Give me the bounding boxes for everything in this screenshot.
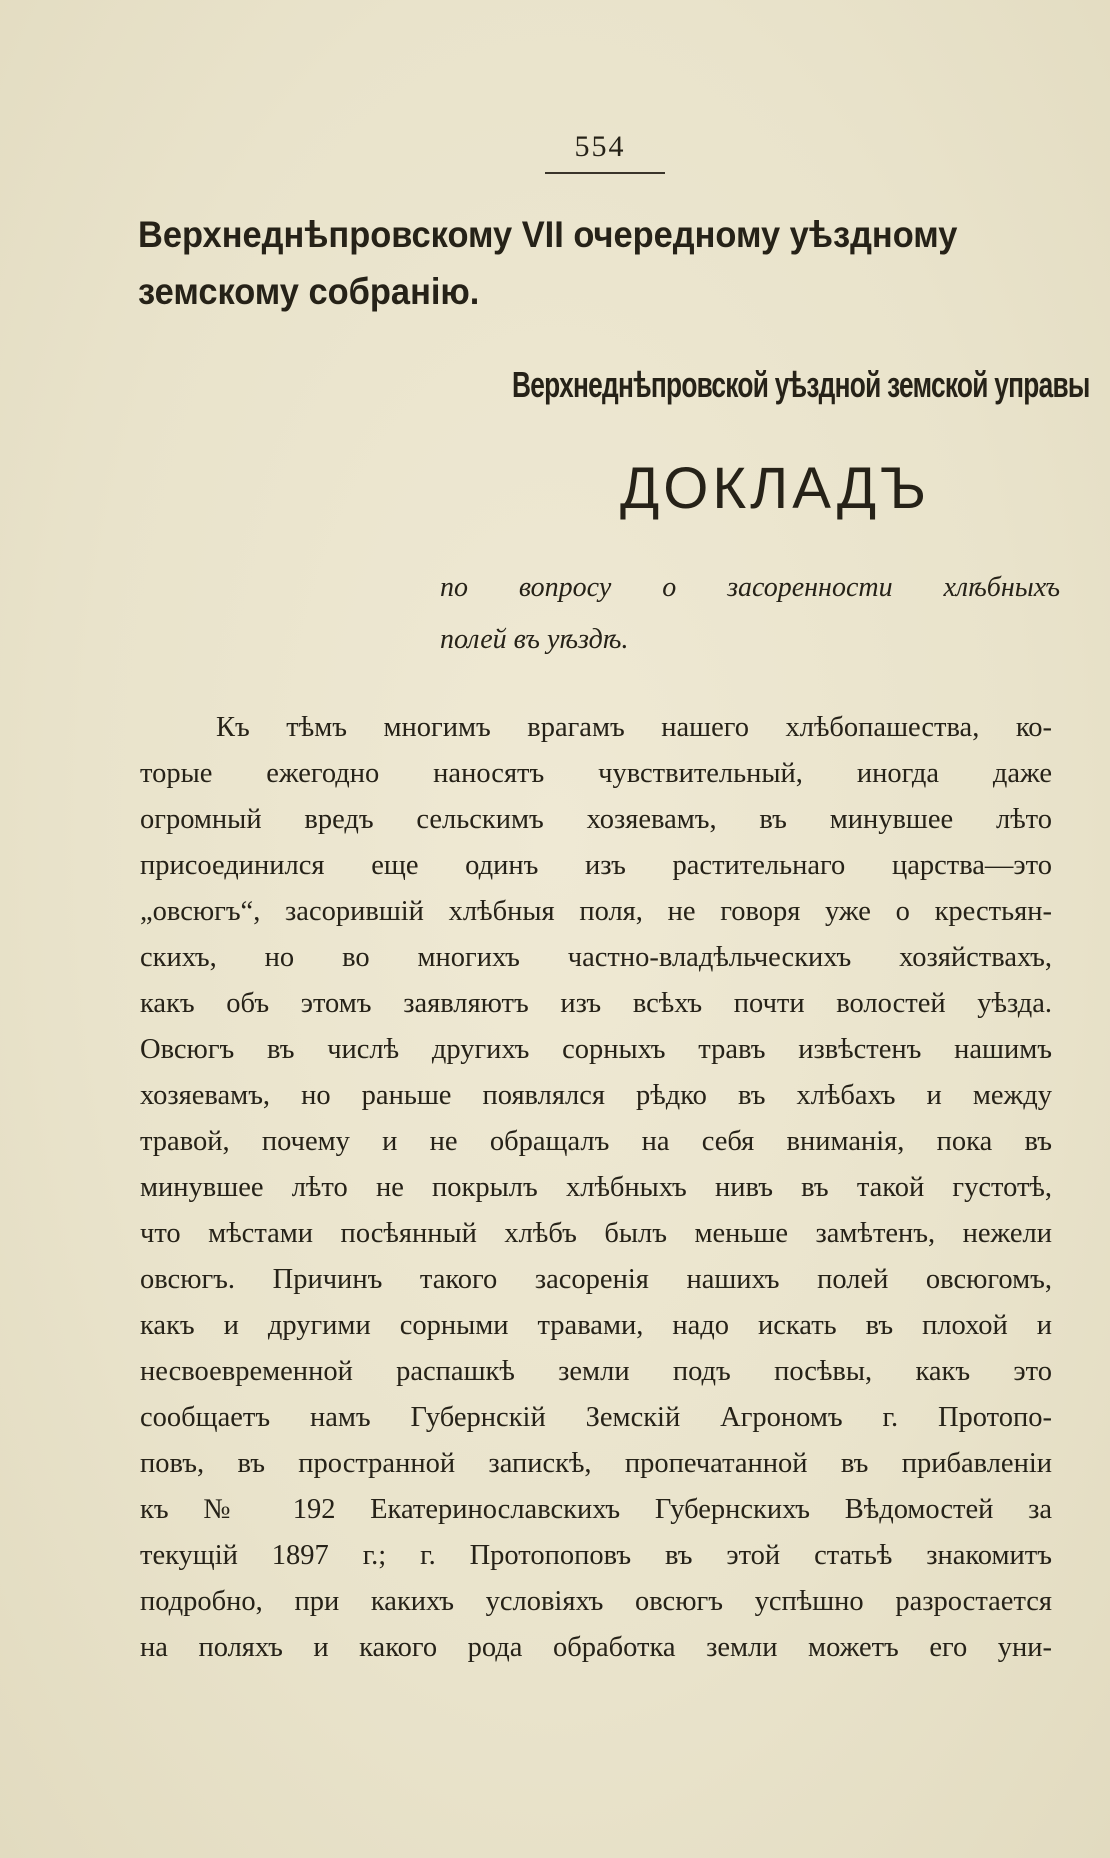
subtitle-line-2: полей въ уѣздѣ.: [440, 624, 629, 655]
page-number-rule: [545, 172, 665, 174]
body-line: присоединился еще одинъ изъ растительнаго царства—это: [140, 850, 1052, 881]
address-line-1: Верхнеднѣпровскому VII очередному уѣздному: [138, 214, 958, 255]
body-line: несвоевременной распашкѣ земли подъ посѣвы, какъ это: [140, 1356, 1052, 1387]
body-line: подробно, при какихъ условіяхъ овсюгъ успѣшно разростается: [140, 1586, 1052, 1617]
body-line: сообщаетъ намъ Губернскій Земскій Агрономъ г. Протопо-: [140, 1402, 1052, 1433]
body-line: торые ежегодно наносятъ чувствительный, иногда даже: [140, 758, 1052, 789]
body-line: скихъ, но во многихъ частно-владѣльческихъ хозяйствахъ,: [140, 942, 1052, 973]
document-subtitle: [440, 562, 1060, 666]
body-text: [140, 705, 1052, 1671]
page-number: 554: [574, 130, 626, 163]
board-heading: Верхнеднѣпровской уѣздной земской управы: [512, 364, 1090, 405]
body-line: на поляхъ и какого рода обработка земли можетъ его уни-: [140, 1632, 1052, 1663]
subtitle-line-1: по вопросу о засоренности хлѣбныхъ: [440, 572, 1060, 603]
document-title: ДОКЛАДЪ: [620, 456, 931, 521]
body-line: какъ объ этомъ заявляютъ изъ всѣхъ почти волостей уѣзда.: [140, 988, 1052, 1019]
body-line: овсюгъ. Причинъ такого засоренія нашихъ полей овсюгомъ,: [140, 1264, 1052, 1295]
body-line: огромный вредъ сельскимъ хозяевамъ, въ минувшее лѣто: [140, 804, 1052, 835]
body-line: что мѣстами посѣянный хлѣбъ былъ меньше замѣтенъ, нежели: [140, 1218, 1052, 1249]
address-heading: [138, 206, 994, 320]
body-line: травой, почему и не обращалъ на себя вниманія, пока въ: [140, 1126, 1052, 1157]
body-line: Овсюгъ въ числѣ другихъ сорныхъ травъ извѣстенъ нашимъ: [140, 1034, 1052, 1065]
body-line: минувшее лѣто не покрылъ хлѣбныхъ нивъ въ такой густотѣ,: [140, 1172, 1052, 1203]
body-line: хозяевамъ, но раньше появлялся рѣдко въ хлѣбахъ и между: [140, 1080, 1052, 1111]
body-line: къ № 192 Екатеринославскихъ Губернскихъ Вѣдомостей за: [140, 1494, 1052, 1525]
body-line: какъ и другими сорными травами, надо искать въ плохой и: [140, 1310, 1052, 1341]
address-line-2: земскому собранію.: [138, 271, 480, 312]
body-line: „овсюгъ“, засорившій хлѣбныя поля, не говоря уже о крестьян-: [140, 896, 1052, 927]
body-line: Къ тѣмъ многимъ врагамъ нашего хлѣбопашества, ко-: [216, 712, 1052, 743]
body-line: повъ, въ пространной запискѣ, пропечатанной въ прибавленіи: [140, 1448, 1052, 1479]
body-line: текущій 1897 г.; г. Протопоповъ въ этой статьѣ знакомитъ: [140, 1540, 1052, 1571]
